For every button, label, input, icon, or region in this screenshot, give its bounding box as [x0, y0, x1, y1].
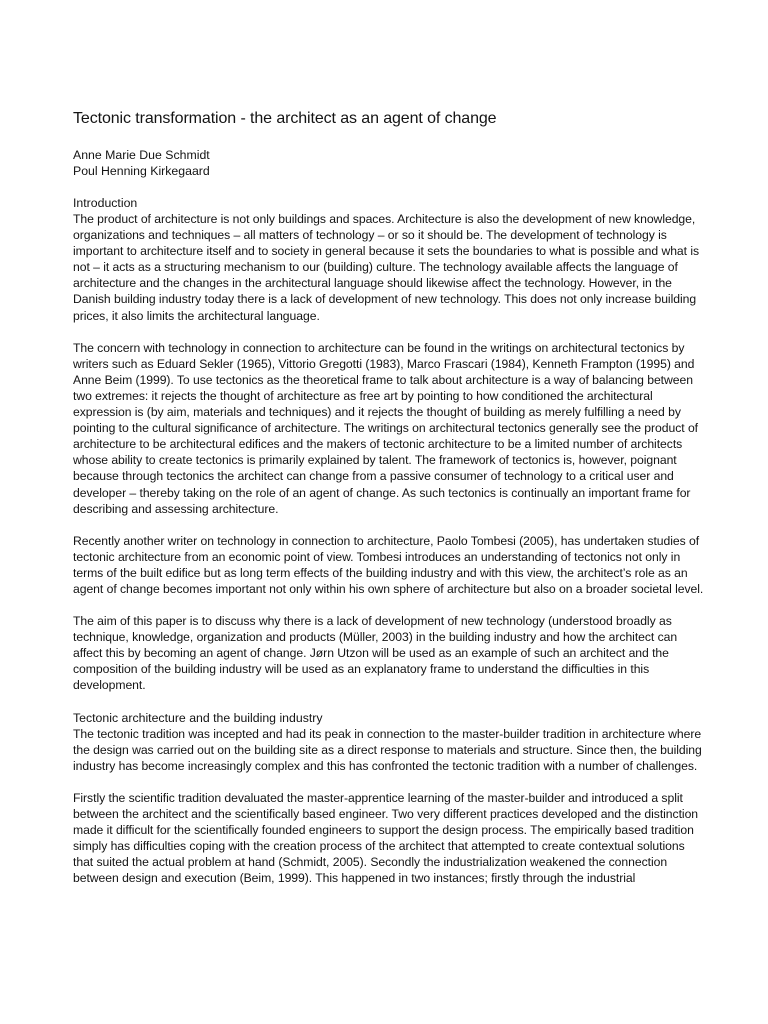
section-heading: Tectonic architecture and the building industry: [73, 710, 323, 725]
paragraph: Recently another writer on technology in connection to architecture, Paolo Tombesi (2005), has undertaken studies of tectonic architecture from an economic point of view. Tombesi introduces an understanding of tectonics not only in terms of the built edifice but as long term effects of the building industry and with this view, the architect’s role as an agent of change becomes important not only within his own sphere of architecture but also on a broader societal level.: [73, 533, 704, 596]
section-tectonic-architecture: [73, 710, 705, 887]
document-title: Tectonic transformation - the architect as an agent of change: [73, 110, 497, 127]
paragraph: The aim of this paper is to discuss why there is a lack of development of new technology (understood broadly as technique, knowledge, organization and products (Müller, 2003) in the building industry and how the architect can affect this by becoming an agent of change. Jørn Utzon will be used as an example of such an architect and the composition of the building industry will be used as an explanatory frame to understand the difficulties in this development.: [73, 614, 678, 693]
paragraph: Firstly the scientific tradition devaluated the master-apprentice learning of the master-builder and introduced a split between the architect and the scientifically based engineer. Two very different practices developed and the distinction made it difficult for the scientifically founded engineers to support the design process. The empirically based tradition simply has difficulties coping with the creation process of the architect that attempted to create contextual solutions that suited the actual problem at hand (Schmidt, 2005). Secondly the industrialization weakened the connection between design and execution (Beim, 1999). This happened in two instances; firstly through the industrial: [73, 790, 699, 886]
document-page: [73, 108, 705, 886]
author-name: Anne Marie Due Schmidt: [73, 148, 210, 162]
paragraph: The concern with technology in connection to architecture can be found in the writings on architectural tectonics by writers such as Eduard Sekler (1965), Vittorio Gregotti (1983), Marco Frascari (1984), Kenneth Frampton (1995) and Anne Beim (1999). To use tectonics as the theoretical frame to talk about architecture is a way of balancing between two extremes: it rejects the thought of architecture as free art by pointing to how conditioned the architectural expression is (by aim, materials and techniques) and it rejects the thought of building as merely fulfilling a need by pointing to the cultural significance of architecture. The writings on architectural tectonics generally see the product of architecture to be architectural edifices and the makers of tectonic architecture to be a limited number of architects whose ability to create tectonics is primarily explained by talent. The framework of tectonics is, however, poignant because through tectonics the architect can change from a passive consumer of technology to a critical user and developer – thereby taking on the role of an agent of change. As such tectonics is continually an important frame for describing and assessing architecture.: [73, 340, 699, 516]
section-heading: Introduction: [73, 196, 138, 210]
author-list: [73, 147, 705, 179]
paragraph: The tectonic tradition was incepted and had its peak in connection to the master-builder tradition in architecture where the design was carried out on the building site as a direct response to materials and structure. Since then, the building industry has become increasingly complex and this has confronted the tectonic tradition with a number of challenges.: [73, 726, 702, 773]
author-name: Poul Henning Kirkegaard: [73, 164, 210, 178]
section-introduction: [73, 195, 705, 694]
paragraph: The product of architecture is not only buildings and spaces. Architecture is also the development of new knowledge, organizations and techniques – all matters of technology – or so it should be. The development of technology is important to architecture itself and to society in general because it sets the boundaries to what is possible and what is not – it acts as a structuring mechanism to our (building) culture. The technology available affects the language of architecture and the changes in the architectural language should likewise affect the technology. However, in the Danish building industry today there is a lack of development of new technology. This does not only increase building prices, it also limits the architectural language.: [73, 212, 700, 323]
